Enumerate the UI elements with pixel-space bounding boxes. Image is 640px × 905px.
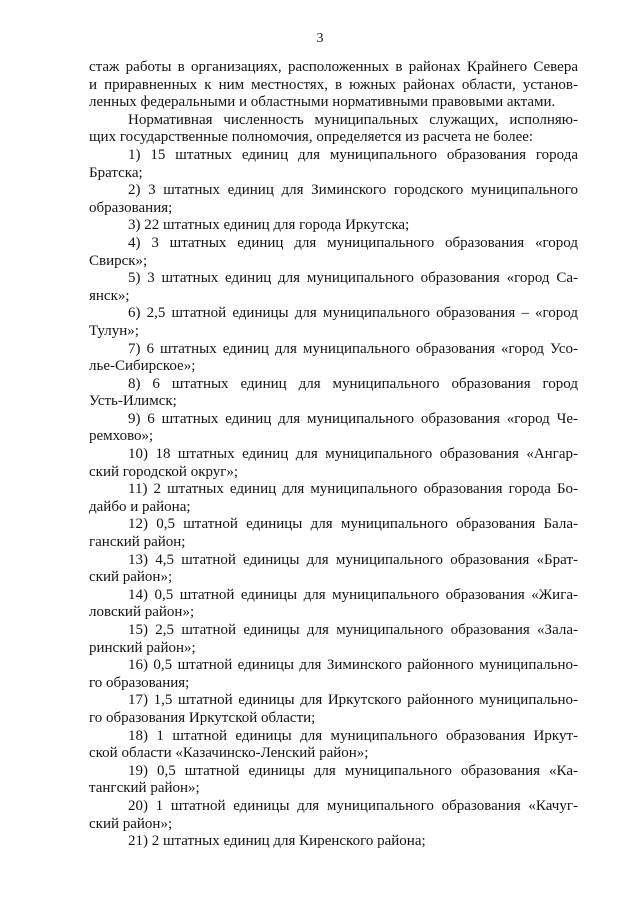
text-line: 2) 3 штатных единиц для Зиминского городского муниципального [128,182,578,199]
text-line: 13) 4,5 штатной единицы для муниципального образования «Брат- [128,551,578,568]
text-line: Усть-Илимск; [89,393,177,410]
text-line: ловский район»; [89,604,195,621]
page-number: 3 [316,31,324,46]
text-line: 10) 18 штатных единиц для муниципального образования «Ангар- [128,446,578,463]
text-line: Нормативная численность муниципальных служащих, исполняю- [128,111,578,128]
text-line: ский городской округ»; [89,463,239,480]
text-line: образования; [89,199,173,216]
text-line: 4) 3 штатных единиц для муниципального образования «город [128,234,578,251]
text-line: 7) 6 штатных единиц для муниципального образования «город Усо- [128,340,578,357]
text-line: 14) 0,5 штатной единицы для муниципального образования «Жига- [128,586,578,603]
text-line: 21) 2 штатных единиц для Киренского района; [128,833,426,850]
text-line: Тулун»; [89,322,139,339]
text-line: янск»; [89,287,130,304]
text-line: дайбо и района; [89,498,191,515]
text-line: 15) 2,5 штатной единицы для муниципального образования «Зала- [128,622,578,638]
text-line: щих государственные полномочия, определяется из расчета не более: [89,129,534,146]
text-line: ский район»; [89,815,173,832]
text-line: 20) 1 штатной единицы для муниципального образования «Качуг- [128,797,578,814]
text-line: 19) 0,5 штатной единицы для муниципального образования «Ка- [128,762,578,779]
text-line: 16) 0,5 штатной единицы для Зиминского районного муниципально- [128,657,578,674]
text-line: стаж работы в организациях, расположенных в районах Крайнего Севера [89,59,578,75]
text-line: 1) 15 штатных единиц для муниципального образования города [128,146,578,163]
text-line: тангский район»; [89,780,200,797]
text-line: 9) 6 штатных единиц для муниципального образования «город Че- [128,410,578,427]
text-line: ской области «Казачинско-Ленский район»; [89,745,369,762]
text-line: ский район»; [89,569,173,586]
text-line: го образования Иркутской области; [89,709,316,726]
text-line: и приравненных к ним местностях, в южных районах области, установ- [89,76,578,93]
text-line: 17) 1,5 штатной единицы для Иркутского районного муниципально- [128,692,578,709]
text-line: 11) 2 штатных единиц для муниципального образования города Бо- [128,481,578,498]
text-line: лье-Сибирское»; [89,358,196,375]
text-line: ганский район; [89,534,186,551]
text-line: 6) 2,5 штатной единицы для муниципального образования – «город [128,305,578,322]
text-line: ремхово»; [89,428,154,445]
text-line: 5) 3 штатных единиц для муниципального образования «город Са- [128,270,578,287]
text-line: ленных федеральными и областными нормативными правовыми актами. [89,94,556,111]
document-body [89,59,578,851]
text-line: 12) 0,5 штатной единицы для муниципального образования Бала- [128,516,578,533]
text-line: го образования; [89,674,190,691]
text-line: 3) 22 штатных единиц для города Иркутска; [128,217,410,234]
text-line: ринский район»; [89,639,196,656]
text-line: Свирск»; [89,252,148,269]
text-line: 18) 1 штатной единицы для муниципального образования Иркут- [128,727,578,744]
text-line: 8) 6 штатных единиц для муниципального образования город [128,375,578,392]
text-line: Братска; [89,164,143,181]
